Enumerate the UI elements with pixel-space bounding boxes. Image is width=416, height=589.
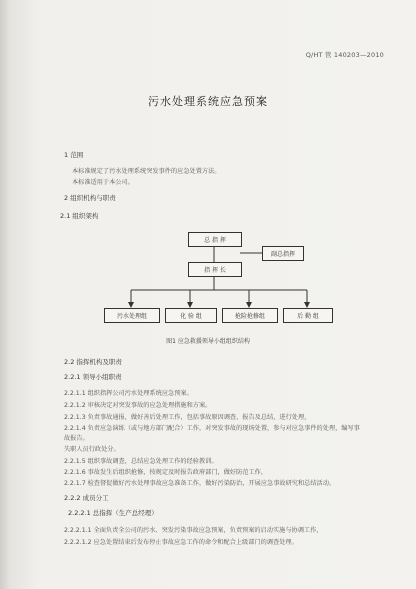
- clause-2-2-1-1: 2.2.1.1 组织指挥公司污水处理系统应急预案。: [64, 390, 193, 397]
- org-box-commander: 总 指 挥: [188, 232, 242, 247]
- org-box-group-2: 化 验 组: [165, 308, 217, 323]
- section-1-para-2: 本标准适用于本公司。: [72, 179, 134, 186]
- org-box-group-4: 后 勤 组: [283, 308, 333, 323]
- section-1-heading: 1 范围: [64, 151, 84, 159]
- org-box-deputy: 副总指挥: [262, 246, 304, 261]
- clause-2-2-1-4-cont: 失职人员行政处分。: [64, 446, 120, 453]
- section-2-2-2-1-heading: 2.2.2.1 总指挥（生产总经理）: [68, 509, 158, 517]
- clause-2-2-2-1-1: 2.2.2.1.1 全面负责全公司的污水、突发污染事故应急预案，负责预案的启动实施与协调工作，: [64, 527, 323, 534]
- clause-2-2-1-3: 2.2.1.3 负责事故通报，做好善后处理工作，包括事故原因调查、报告及总结，进行处理，: [64, 414, 311, 421]
- clause-2-2-1-6: 2.2.1.6 事故发生后组织抢修，按规定及时报告政府部门，做好防范工作，: [64, 469, 268, 476]
- org-box-group-3: 抢险抢修组: [222, 308, 278, 323]
- section-1-para-1: 本标准规定了污水处理系统突发事件的应急处置方法。: [72, 168, 221, 175]
- document-title: 污水处理系统应急预案: [148, 95, 268, 108]
- org-box-group-1: 污水处理组: [104, 308, 160, 323]
- org-box-chief: 指 挥 长: [188, 262, 242, 277]
- section-2-heading: 2 组织机构与职责: [64, 194, 116, 202]
- clause-2-2-1-4: 2.2.1.4 负责应急演练（或与地方部门配合）工作，对突发事故的现场处置，参与对应急事件的处理，编写事故报告。: [64, 425, 360, 442]
- section-2-2-2-heading: 2.2.2 成员分工: [64, 494, 109, 502]
- clause-2-2-1-5: 2.2.1.5 组织事故调查，总结应急处理工作的经验教训。: [64, 458, 218, 465]
- figure-caption: 图1 应急救援领导小组组织结构: [166, 338, 250, 345]
- clause-2-2-1-2: 2.2.1.2 审核决定对突发事故的应急处理措施和方案。: [64, 402, 212, 409]
- standard-number: Q/HT 管 140203—2010: [305, 51, 384, 59]
- section-2-1-heading: 2.1 组织架构: [60, 212, 99, 220]
- section-2-2-heading: 2.2 指挥机构及职责: [64, 358, 122, 366]
- section-2-2-1-heading: 2.2.1 领导小组职责: [64, 373, 122, 381]
- clause-2-2-2-1-2: 2.2.2.1.2 应急处置结束后发布停止事故应急工作的命令和配合上级部门的调查处理。: [64, 539, 298, 546]
- clause-2-2-1-7: 2.2.1.7 检查督促做好污水处理事故应急准备工作，做好污染防治，开展应急事故研究和总结活动。: [64, 480, 336, 487]
